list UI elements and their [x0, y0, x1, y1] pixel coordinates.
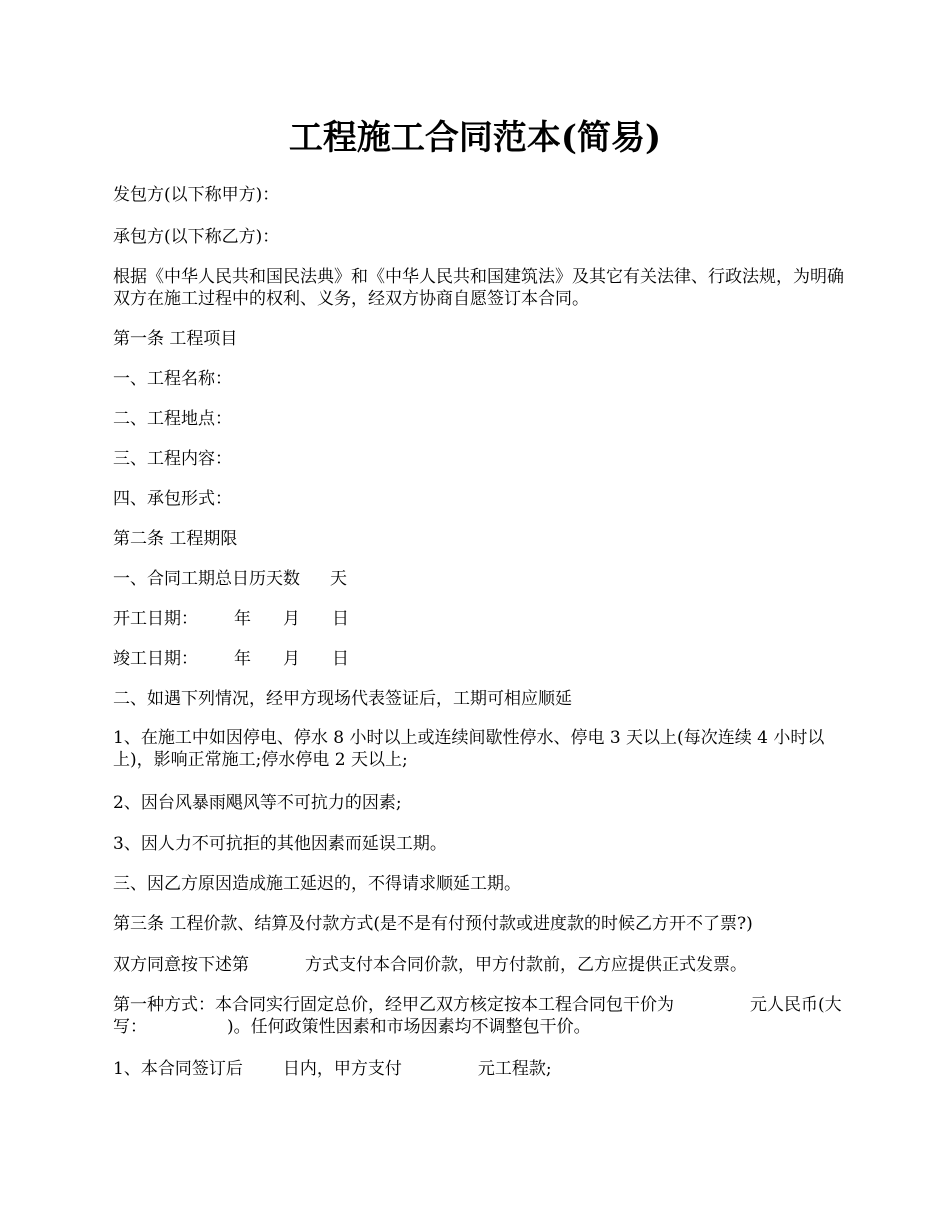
start-date-label: 开工日期： [113, 609, 198, 629]
payment-method-1 [113, 994, 843, 1038]
payment-item-1-b: 日内，甲方支付 [282, 1059, 402, 1079]
extension-item-2: 2、因台风暴雨飓风等不可抗力的因素; [113, 793, 402, 813]
end-year: 年 [234, 649, 251, 669]
no-extension-line: 三、因乙方原因造成施工延迟的，不得请求顺延工期。 [113, 874, 521, 894]
payment-method-intro [113, 954, 848, 976]
end-date-line [113, 648, 848, 670]
method-1-a: 第一种方式：本合同实行固定总价，经甲乙双方核定按本工程合同包干价为 [113, 995, 674, 1015]
method-1-b: 元人民币(大写： [113, 995, 842, 1037]
article-1-heading: 第一条 工程项目 [113, 329, 238, 349]
project-location-line: 二、工程地点： [113, 409, 232, 429]
project-name-line: 一、工程名称： [113, 369, 232, 389]
end-date-label: 竣工日期： [113, 649, 198, 669]
end-day: 日 [332, 649, 349, 669]
total-days-label: 一、合同工期总日历天数 [113, 569, 300, 589]
start-date-line [113, 608, 848, 630]
method-1-c: )。任何政策性因素和市场因素均不调整包干价。 [227, 1017, 591, 1037]
payment-intro-a: 双方同意按下述第 [113, 955, 249, 975]
extension-item-1: 1、在施工中如因停电、停水 8 小时以上或连续间歇性停水、停电 3 天以上(每次连续 4 小时以上)，影响正常施工;停水停电 2 天以上; [113, 728, 825, 770]
document-title: 工程施工合同范本(简易) [288, 118, 662, 158]
start-day: 日 [332, 609, 349, 629]
extension-conditions-line: 二、如遇下列情况，经甲方现场代表签证后，工期可相应顺延 [113, 689, 572, 709]
article-2-heading: 第二条 工程期限 [113, 529, 238, 549]
payment-item-1-c: 元工程款; [477, 1059, 552, 1079]
party-a-line: 发包方(以下称甲方)： [113, 185, 280, 205]
party-b-line: 承包方(以下称乙方)： [113, 227, 280, 247]
payment-item-1-a: 1、本合同签订后 [113, 1059, 243, 1079]
end-month: 月 [283, 649, 300, 669]
article-3-heading: 第三条 工程价款、结算及付款方式(是不是有付预付款或进度款的时候乙方开不了票?) [113, 914, 753, 934]
days-unit: 天 [330, 569, 347, 589]
extension-item-3: 3、因人力不可抗拒的其他因素而延误工期。 [113, 834, 447, 854]
preamble-paragraph: 根据《中华人民共和国民法典》和《中华人民共和国建筑法》及其它有关法律、行政法规，为明确双方在施工过程中的权利、义务，经双方协商自愿签订本合同。 [113, 267, 844, 309]
payment-intro-b: 方式支付本合同价款，甲方付款前，乙方应提供正式发票。 [305, 955, 747, 975]
contract-form-line: 四、承包形式： [113, 489, 232, 509]
payment-item-1 [113, 1058, 848, 1080]
start-year: 年 [234, 609, 251, 629]
start-month: 月 [283, 609, 300, 629]
project-content-line: 三、工程内容： [113, 449, 232, 469]
total-days-line [113, 568, 848, 590]
